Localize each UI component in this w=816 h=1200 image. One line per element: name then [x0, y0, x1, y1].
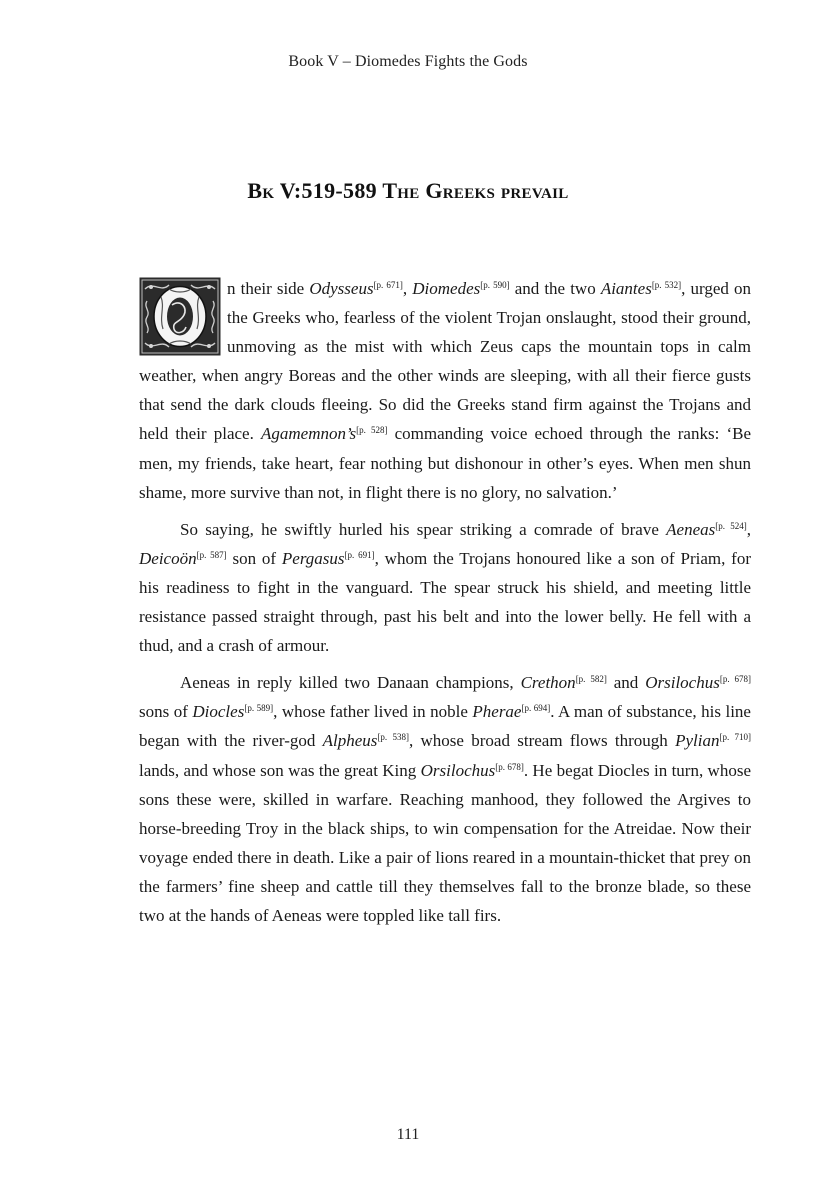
- page-reference[interactable]: [p. 532]: [651, 280, 682, 290]
- text-run: sons of: [139, 702, 193, 722]
- place-pherae: Pherae: [472, 702, 522, 722]
- body-text: [139, 274, 751, 938]
- paragraph-2: [139, 515, 751, 660]
- place-pylian: Pylian: [675, 731, 720, 751]
- page-number: 111: [396, 1126, 420, 1143]
- text-run: Aeneas in reply killed two Danaan champions,: [180, 673, 521, 693]
- name-deicoon: Deicoön: [139, 548, 197, 568]
- text-run: and the two: [509, 279, 601, 298]
- text-run: . A man of substance, his line began with the river-god: [139, 702, 751, 751]
- text-run: So saying, he swiftly hurled his spear striking a comrade of brave: [180, 519, 667, 539]
- text-run: commanding voice echoed through the ranks: ‘Be men, my friends, take heart, fear nothing but dishonour in other’s eyes. When men shun shame, more survive than not, in flight there is no glory, no salvation.’: [139, 424, 752, 502]
- page-reference[interactable]: [p. 582]: [575, 674, 607, 685]
- page-reference[interactable]: [p. 538]: [377, 732, 409, 743]
- page-reference[interactable]: [p. 694]: [521, 703, 551, 714]
- page-reference[interactable]: [p. 589]: [244, 703, 274, 714]
- text-run: , whose father lived in noble: [273, 702, 473, 722]
- name-orsilochus: Orsilochus: [645, 673, 720, 693]
- text-run: ,: [746, 519, 751, 539]
- page-reference[interactable]: [p. 710]: [719, 732, 752, 743]
- text-run: n their side: [227, 279, 310, 298]
- page-reference[interactable]: [p. 691]: [344, 549, 375, 560]
- name-diomedes: Diomedes: [412, 279, 481, 298]
- page-reference[interactable]: [p. 678]: [495, 761, 524, 772]
- text-run: , whom the Trojans honoured like a son of Priam, for his readiness to fight in the vanguard. The spear struck his shield, and meeting little resistance passed straight through, past his belt and into the lower belly. He fell with a thud, and a crash of armour.: [139, 548, 751, 656]
- text-run: son of: [226, 548, 282, 568]
- name-diocles: Diocles: [192, 702, 245, 722]
- name-aeneas: Aeneas: [666, 519, 716, 539]
- name-alpheus: Alpheus: [322, 731, 378, 751]
- page-reference[interactable]: [p. 528]: [356, 425, 388, 436]
- page-reference[interactable]: [p. 587]: [196, 549, 227, 560]
- name-crethon: Crethon: [520, 673, 576, 693]
- chapter-heading: Bk V:519-589 The Greeks prevail: [247, 178, 569, 203]
- page-reference[interactable]: [p. 590]: [480, 280, 510, 290]
- text-run: . He begat Diocles in turn, whose sons these were, skilled in warfare. Reaching manhood, they followed the Argives to horse-breeding Troy in the black ships, to win compensation for the Atreidae. Now their voyage ended there in death. Like a pair of lions reared in a mountain-thicket that prey on the farmers’ fine sheep and cattle till they themselves fall to the bronze blade, so these two at the hands of Aeneas were toppled like tall firs.: [139, 760, 751, 925]
- running-head: Book V – Diomedes Fights the Gods: [288, 53, 528, 70]
- ornamental-dropcap-o: [139, 277, 221, 356]
- text-run: ,: [402, 279, 413, 298]
- name-odysseus: Odysseus: [309, 279, 374, 298]
- paragraph-3: [139, 668, 751, 930]
- paragraph-1: [139, 274, 751, 507]
- text-run: and: [606, 673, 646, 693]
- name-aiantes: Aiantes: [600, 279, 652, 298]
- name-orsilochus: Orsilochus: [420, 760, 496, 780]
- page-reference[interactable]: [p. 671]: [373, 280, 403, 290]
- page-reference[interactable]: [p. 678]: [719, 674, 751, 685]
- text-run: , whose broad stream flows through: [408, 731, 676, 751]
- page-reference[interactable]: [p. 524]: [715, 520, 747, 531]
- name-pergasus: Pergasus: [281, 548, 345, 568]
- text-run: , urged on the Greeks who, fearless of the violent Trojan onslaught, stood their ground, unmoving as the mist with which Zeus caps the mountain tops in calm weather, when angry Boreas and the other winds are sleeping, with all their fierce gusts that send the dark clouds fleeing. So did the Greeks stand firm against the Trojans and held their place.: [139, 279, 752, 444]
- name-agamemnon: Agamemnon’s: [261, 424, 357, 444]
- text-run: lands, and whose son was the great King: [139, 760, 421, 780]
